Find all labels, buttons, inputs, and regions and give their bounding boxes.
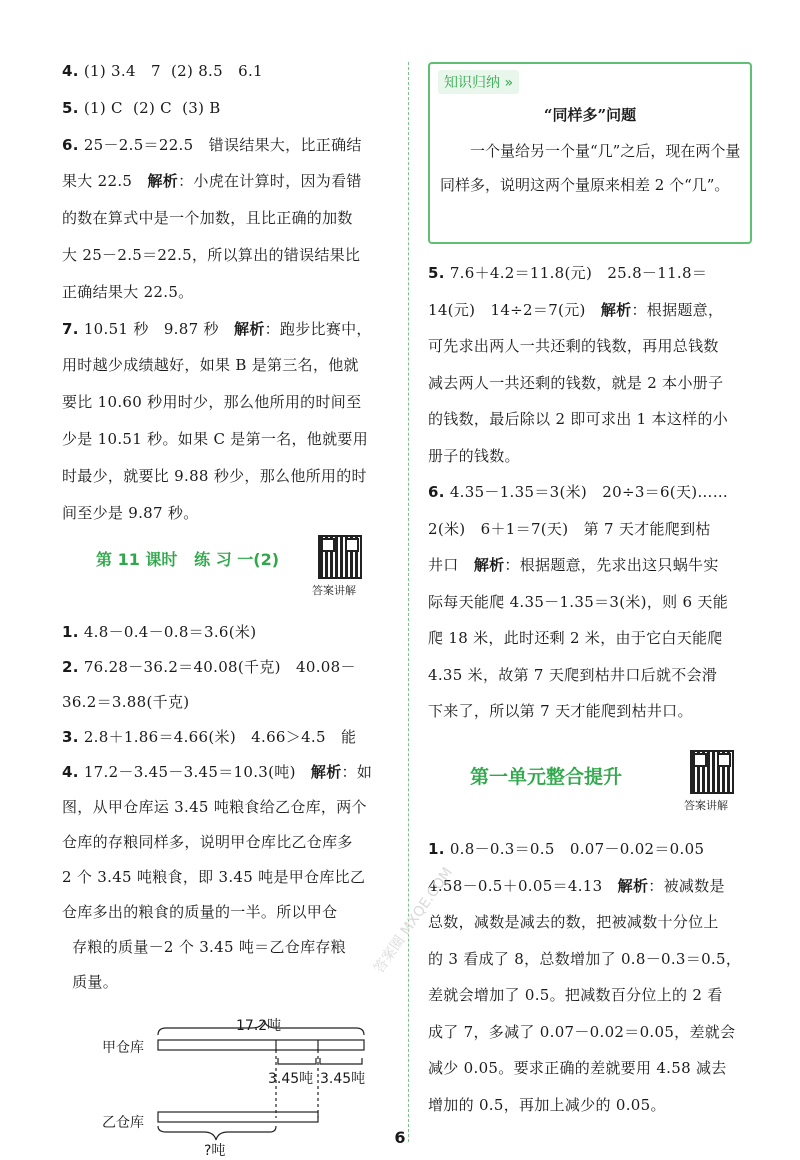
answer-line [428, 514, 711, 544]
qr-code-icon[interactable] [690, 750, 734, 794]
answer-text: 时最少，就要比 9.88 秒少，那么他所用的时 [62, 466, 367, 485]
answer-line [428, 1053, 727, 1083]
question-number: 3. [62, 728, 79, 746]
answer-text: 册子的钱数。 [428, 446, 520, 465]
answer-text-rest: ：根据题意，先求出这只蜗牛实 [504, 556, 719, 574]
answer-line [428, 1017, 735, 1047]
answer-text: 用时越少成绩越好，如果 B 是第三名，他就 [62, 356, 359, 375]
answer-text-rest: ：如 [341, 763, 373, 781]
answer-text: 仓库多出的粮食的质量的一半。所以甲仓 [62, 903, 338, 921]
answer-text: 的钱数，最后除以 2 即可求出 1 本这样的小 [428, 410, 729, 428]
answer-text: 2(米) 6＋1＝7(天) 第 7 天才能爬到枯 [428, 519, 711, 538]
answer-line [428, 871, 725, 901]
knowledge-summary-box [428, 62, 752, 244]
section-title-unit-review: 第一单元整合提升 [470, 766, 623, 788]
answer-line [428, 623, 723, 653]
diagram-seg1-label: 3.45吨 [268, 1071, 314, 1087]
question-number: 7. [62, 319, 79, 338]
diagram-unknown-label: ?吨 [204, 1143, 226, 1159]
answer-line [428, 550, 719, 580]
answer-text: 4.35－1.35＝3(米) 20÷3＝6(天)…… [444, 483, 729, 501]
diagram-label-warehouse-a: 甲仓库 [102, 1040, 144, 1056]
answer-line [428, 368, 723, 398]
answer-text: 差就会增加了 0.5。把减数百分位上的 2 看 [428, 986, 723, 1004]
answer-line [428, 1090, 666, 1120]
answer-text: 可先求出两人一共还剩的钱数，再用总钱数 [428, 337, 719, 355]
answer-text: 质量。 [62, 973, 119, 991]
answer-text: 正确结果大 22.5。 [62, 282, 194, 301]
answer-text: 4.8－0.4－0.8＝3.6(米) [78, 623, 257, 641]
answer-text: 7.6＋4.2＝11.8(元) 25.8－11.8＝ [444, 264, 708, 282]
analysis-keyword: 解析 [617, 876, 649, 895]
answer-text-rest: ：小虎在计算时，因为看错 [178, 172, 362, 191]
answer-line [428, 907, 719, 937]
qr-label: 答案讲解 [684, 799, 728, 812]
question-number: 4. [62, 62, 79, 80]
answer-line [428, 696, 693, 726]
answer-text: 10.51 秒 9.87 秒 [78, 319, 235, 338]
answer-text: 大 25－2.5＝22.5，所以算出的错误结果比 [62, 246, 361, 264]
answer-text-rest: ：被减数是 [648, 876, 725, 895]
answer-text: 要比 10.60 秒用时少，那么他所用的时间至 [62, 393, 362, 412]
answer-text: 17.2－3.45－3.45＝10.3(吨) [78, 763, 311, 781]
question-number: 5. [428, 264, 445, 282]
answer-text: 间至少是 9.87 秒。 [62, 503, 199, 522]
analysis-keyword: 解析 [600, 300, 632, 319]
question-number: 1. [428, 840, 445, 858]
diagram-label-warehouse-b: 乙仓库 [102, 1115, 144, 1131]
answer-text: 果大 22.5 [62, 172, 148, 191]
answer-line [428, 258, 707, 288]
qr-label: 答案讲解 [312, 584, 356, 597]
question-number: 1. [62, 623, 79, 641]
answer-line [428, 980, 723, 1010]
question-number: 2. [62, 658, 79, 676]
answer-text: 增加的 0.5，再加上减少的 0.05。 [428, 1095, 666, 1114]
answer-text: 76.28－36.2＝40.08(千克) 40.08－ [78, 658, 356, 676]
answer-text: 4.35 米，故第 7 天爬到枯井口后就不会滑 [428, 665, 718, 684]
knowledge-text: 一个量给另一个量“几”之后，现在两个量同样多，说明这两个量原来相差 2 个“几”。 [440, 142, 741, 194]
answer-text: 成了 7，多减了 0.07－0.02＝0.05，差就会 [428, 1022, 736, 1041]
answer-text: 存粮的质量－2 个 3.45 吨＝乙仓库存粮 [62, 938, 346, 956]
question-number: 6. [62, 135, 79, 154]
watermark: 答案圈 MXQE.COM [370, 864, 456, 977]
answer-text: 减去两人一共还剩的钱数，就是 2 本小册子 [428, 373, 724, 392]
page-number: 6 [394, 1128, 406, 1147]
answer-text: 14(元) 14÷2＝7(元) [428, 300, 601, 319]
knowledge-tag: 知识归纳 » [438, 70, 519, 94]
answer-line [428, 587, 728, 617]
answer-line [428, 295, 723, 325]
answer-text: 井口 [428, 556, 474, 574]
answer-line [428, 834, 704, 864]
answer-text: 4.58－0.5＋0.05＝4.13 [428, 876, 618, 895]
answer-text: (1) C (2) C (3) B [78, 98, 221, 117]
answer-text: 图，从甲仓库运 3.45 吨粮食给乙仓库，两个 [62, 798, 367, 816]
answer-text: 仓库的存粮同样多，说明甲仓库比乙仓库多 [62, 833, 353, 851]
analysis-keyword: 解析 [234, 319, 265, 338]
analysis-keyword: 解析 [473, 556, 505, 574]
answer-text: 爬 18 米，此时还剩 2 米，由于它白天能爬 [428, 629, 723, 647]
question-number: 4. [62, 763, 79, 781]
analysis-keyword: 解析 [147, 172, 179, 191]
diagram-seg2-label: 3.45吨 [320, 1071, 366, 1087]
answer-text: 2.8＋1.86＝4.66(米) 4.66＞4.5 能 [78, 728, 357, 746]
answer-text: 25－2.5＝22.5 错误结果大，比正确结 [78, 135, 362, 154]
answer-text: 少是 10.51 秒。如果 C 是第一名，他就要用 [62, 430, 368, 448]
knowledge-title: “同样多”问题 [543, 106, 637, 124]
answer-line [428, 477, 728, 507]
diagram-total-label: 17.2吨 [236, 1018, 282, 1034]
answer-text: 际每天能爬 4.35－1.35＝3(米)，则 6 天能 [428, 592, 728, 611]
question-number: 6. [428, 483, 445, 501]
analysis-keyword: 解析 [310, 763, 342, 781]
answer-text: 减少 0.05。要求正确的差就要用 4.58 减去 [428, 1059, 727, 1077]
answer-text-rest: ：根据题意， [631, 300, 724, 319]
answer-text: 2 个 3.45 吨粮食，即 3.45 吨是甲仓库比乙 [62, 868, 366, 886]
answer-line [428, 441, 520, 471]
answer-text: 的数在算式中是一个加数，且比正确的加数 [62, 209, 353, 228]
question-number: 5. [62, 98, 79, 117]
answer-text: 0.8－0.3＝0.5 0.07－0.02＝0.05 [444, 840, 705, 858]
answer-line [428, 660, 717, 690]
answer-text: 下来了，所以第 7 天才能爬到枯井口。 [428, 702, 693, 720]
answer-text-rest: ：跑步比赛中， [264, 319, 372, 338]
section-title-lesson-11: 第 11 课时 练 习 一(2) [96, 550, 280, 569]
answer-text: 的 3 看成了 8，总数增加了 0.8－0.3＝0.5， [428, 949, 742, 968]
answer-text: 总数，减数是减去的数，把被减数十分位上 [428, 913, 719, 931]
answer-text: 36.2＝3.88(千克) [62, 693, 190, 711]
answer-line [428, 944, 741, 974]
answer-line [428, 404, 728, 434]
answer-text: (1) 3.4 7 (2) 8.5 6.1 [78, 62, 263, 80]
answer-line [428, 331, 719, 361]
